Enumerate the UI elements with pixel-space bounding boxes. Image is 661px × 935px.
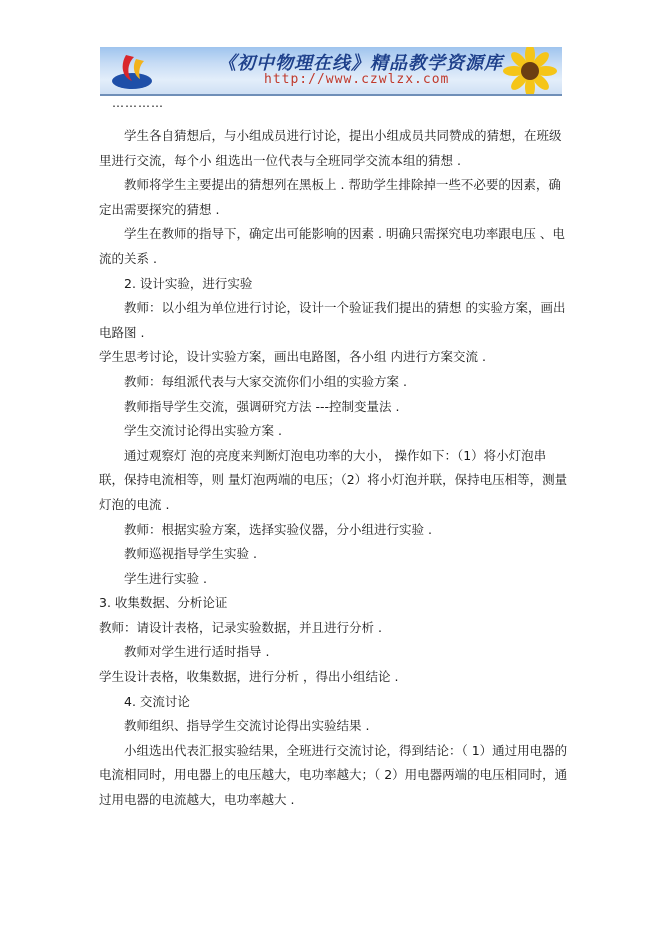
paragraph: 学生各自猜想后，与小组成员进行讨论，提出小组成员共同赞成的猜想，在班级里进行交流，每个小 组选出一位代表与全班同学交流本组的猜想 . xyxy=(99,128,562,168)
paragraph: 教师对学生进行适时指导 . xyxy=(124,644,270,660)
banner-url: http://www.czwlzx.com xyxy=(264,72,450,87)
paragraph: 学生在教师的指导下，确定出可能影响的因素 . 明确只需探究电功率跟电压 、电流的关系 . xyxy=(99,226,565,266)
header-banner xyxy=(100,47,562,96)
banner-title: 《初中物理在线》精品教学资源库 xyxy=(218,53,503,74)
paragraph: 学生交流讨论得出实验方案 . xyxy=(124,423,282,439)
paragraph: 学生思考讨论，设计实验方案，画出电路图，各小组 内进行方案交流 . xyxy=(99,349,486,365)
paragraph: 教师：请设计表格，记录实验数据，并且进行分析 . xyxy=(99,619,382,635)
ellipsis-mark: ………… xyxy=(112,96,164,110)
lesson-body xyxy=(99,124,569,813)
paragraph: 小组选出代表汇报实验结果，全班进行交流讨论，得到结论：（ 1）通过用电器的电流相同时，用电器上的电压越大，电功率越大；（ 2）用电器两端的电压相同时，通过用电器的电流越大，电功率越大 . xyxy=(99,742,568,808)
paragraph: 教师将学生主要提出的猜想列在黑板上 . 帮助学生排除掉一些不必要的因素，确定出需要探究的猜想 . xyxy=(99,177,561,217)
paragraph: 教师巡视指导学生实验 . xyxy=(124,546,257,562)
paragraph: 教师：每组派代表与大家交流你们小组的实验方案 . xyxy=(124,373,407,389)
paragraph: 2. 设计实验，进行实验 xyxy=(124,275,253,291)
paragraph: 学生进行实验 . xyxy=(124,570,207,586)
paragraph: 通过观察灯 泡的亮度来判断灯泡电功率的大小， 操作如下：（1）将小灯泡串联，保持电流相等，则 量灯泡两端的电压；（2）将小灯泡并联，保持电压相等，测量灯泡的电流 . xyxy=(99,447,568,512)
site-logo-icon xyxy=(110,51,154,91)
paragraph: 4. 交流讨论 xyxy=(124,693,190,709)
paragraph: 教师指导学生交流，强调研究方法 ---控制变量法 . xyxy=(124,398,400,414)
paragraph: 3. 收集数据、分析论证 xyxy=(99,595,228,611)
paragraph: 教师：以小组为单位进行讨论，设计一个验证我们提出的猜想 的实验方案，画出电路图 . xyxy=(99,300,566,340)
paragraph: 教师组织、指导学生交流讨论得出实验结果 . xyxy=(124,718,370,734)
paragraph: 教师：根据实验方案，选择实验仪器，分小组进行实验 . xyxy=(124,521,432,537)
sunflower-icon xyxy=(492,47,562,96)
paragraph: 学生设计表格，收集数据，进行分析 ，得出小组结论 . xyxy=(99,669,399,685)
